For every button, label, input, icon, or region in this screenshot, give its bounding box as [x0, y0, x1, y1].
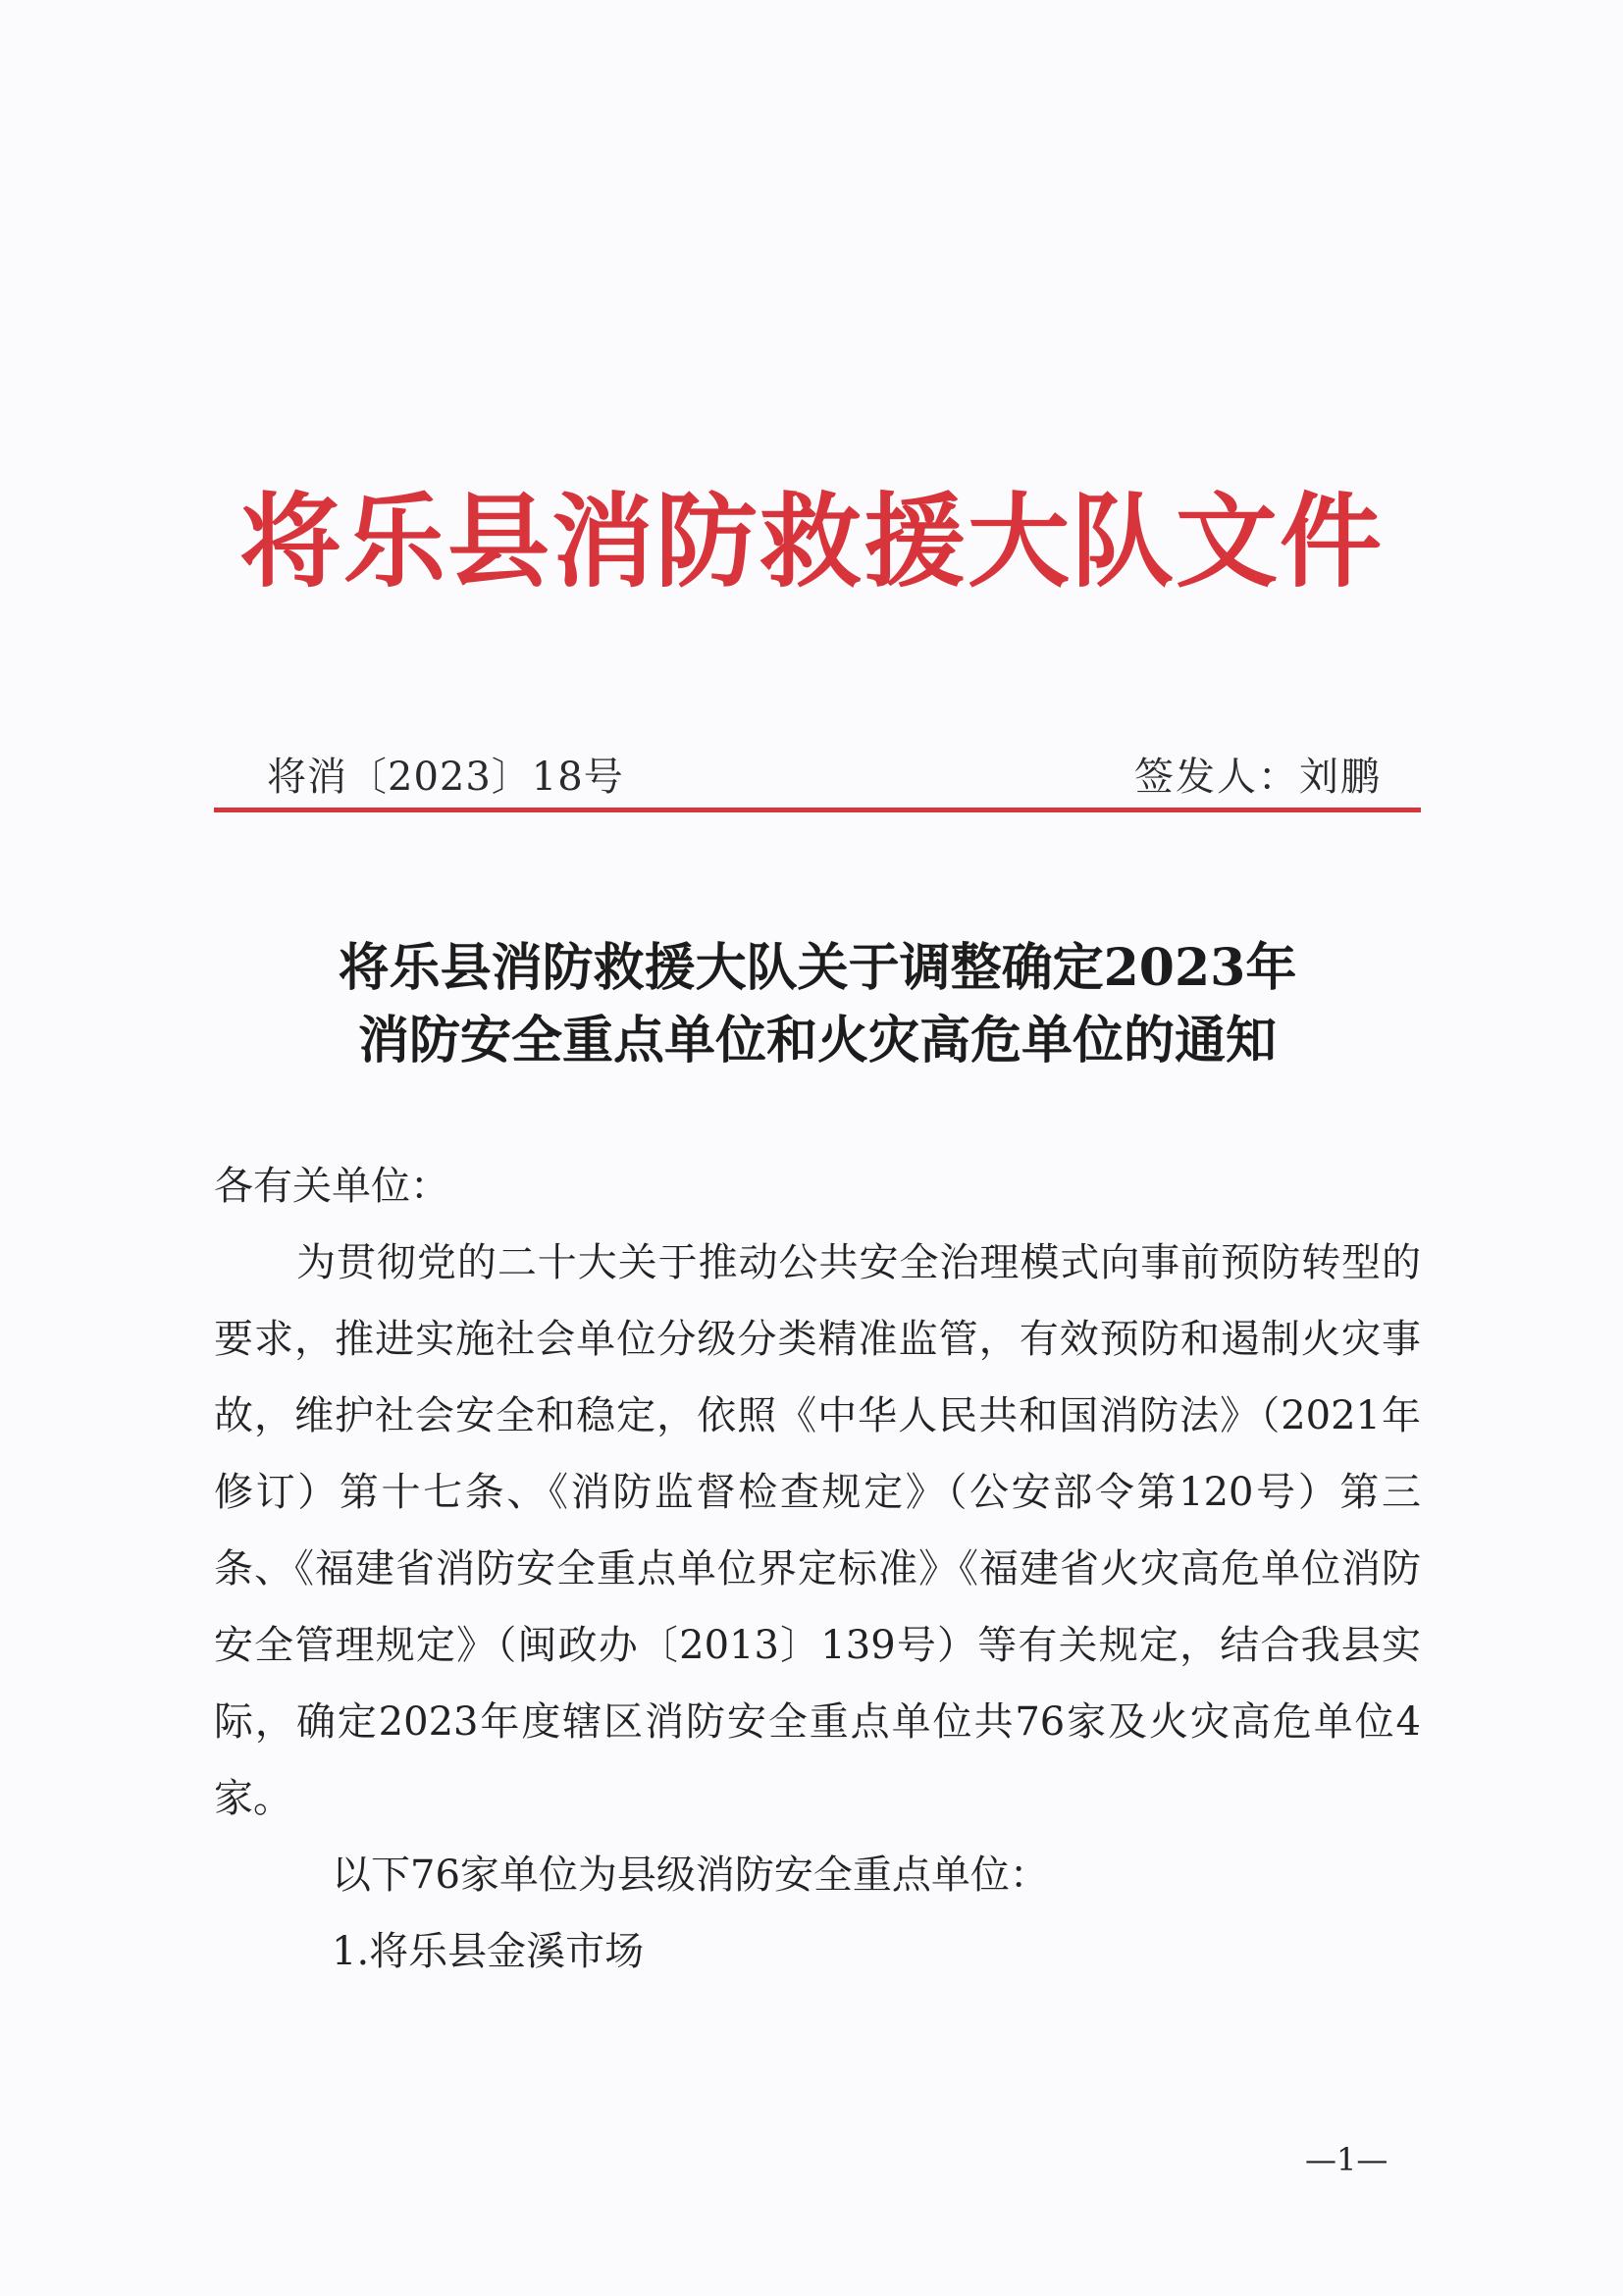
list-intro: 以下76家单位为县级消防安全重点单位： — [332, 1852, 1049, 1898]
list-item: 1.将乐县金溪市场 — [332, 1929, 645, 1974]
agency-red-header: 将乐县消防救援大队文件 — [238, 481, 1384, 601]
title-line-2: 消防安全重点单位和火灾高危单位的通知 — [357, 1011, 1277, 1070]
issuer-label: 签发人：刘鹏 — [1134, 755, 1382, 800]
red-divider-line — [214, 808, 1421, 812]
salutation: 各有关单位： — [214, 1164, 449, 1209]
title-line-1: 将乐县消防救援大队关于调整确定2023年 — [338, 938, 1297, 998]
body-paragraph: 为贯彻党的二十大关于推动公共安全治理模式向事前预防转型的要求，推进实施社会单位分级分类精准监管，有效预防和遏制火灾事故，维护社会安全和稳定，依照《中华人民共和国消防法》（2021年修订）第十七条、《消防监督检查规定》（公安部令第120号）第三条、《福建省消防安全重点单位界定标准》《福建省火灾高危单位消防安全管理规定》（闽政办〔2013〕139号）等有关规定，结合我县实际，确定2023年度辖区消防安全重点单位共76家及火灾高危单位4家。 — [214, 1240, 1421, 1821]
document-body — [214, 1148, 1421, 1990]
document-number: 将消〔2023〕18号 — [267, 755, 624, 800]
document-title — [214, 932, 1421, 1077]
page-number: —1— — [1305, 2141, 1388, 2178]
